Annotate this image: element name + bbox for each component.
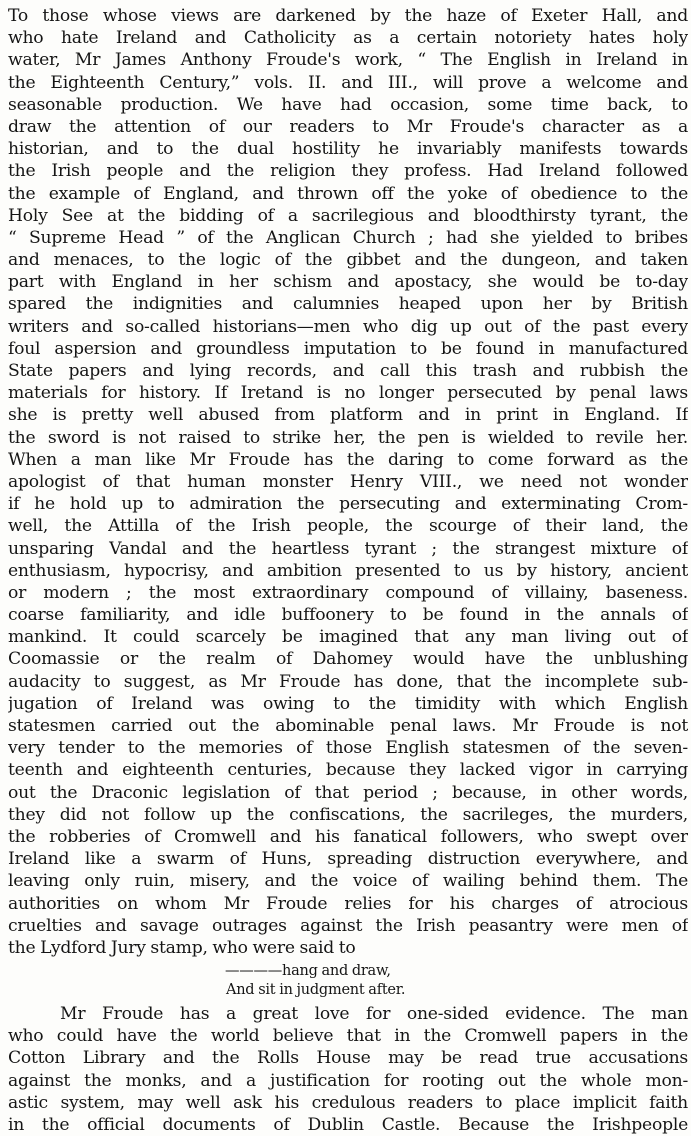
text-line: foul aspersion and groundless imputation to be found in manufactured bbox=[8, 338, 688, 359]
text-line: against the monks, and a justification for rooting out the whole mon- bbox=[8, 1070, 688, 1091]
text-line: Ireland like a swarm of Huns, spreading distruction everywhere, and bbox=[8, 849, 688, 870]
text-line: Mr Froude has a great love for one-sided evidence. The man bbox=[60, 1004, 688, 1025]
text-line: the Lydford Jury stamp, who were said to bbox=[8, 937, 356, 958]
text-line: draw the attention of our readers to Mr Froude's character as a bbox=[8, 116, 688, 137]
text-line: the Eighteenth Century,” vols. II. and III., will prove a welcome and bbox=[8, 72, 688, 93]
text-line: in the official documents of Dublin Castle. Because the Irishpeople bbox=[8, 1115, 688, 1135]
text-line: they did not follow up the confiscations, the sacrileges, the murders, bbox=[8, 804, 688, 825]
text-line: statesmen carried out the abominable penal laws. Mr Froude is not bbox=[8, 716, 688, 736]
text-line: who could have the world believe that in the Cromwell papers in the bbox=[8, 1026, 688, 1047]
text-line: audacity to suggest, as Mr Froude has done, that the incomplete sub- bbox=[8, 671, 688, 692]
text-line: When a man like Mr Froude has the daring to come forward as the bbox=[8, 449, 688, 470]
text-line: astic system, may well ask his credulous readers to place implicit faith bbox=[8, 1092, 688, 1113]
text-line: writers and so-called historians—men who dig up out of the past every bbox=[8, 316, 688, 337]
text-line: very tender to the memories of those English statesmen of the seven- bbox=[8, 738, 688, 759]
text-line: Cotton Library and the Rolls House may be read true accusations bbox=[8, 1048, 688, 1069]
text-line: who hate Ireland and Catholicity as a certain notoriety hates holy bbox=[8, 28, 688, 49]
text-line: out the Draconic legislation of that period ; because, in other words, bbox=[8, 782, 688, 803]
text-line: spared the indignities and calumnies heaped upon her by British bbox=[8, 294, 688, 315]
text-line: Coomassie or the realm of Dahomey would have the unblushing bbox=[8, 649, 688, 670]
text-line: or modern ; the most extraordinary compound of villainy, baseness. bbox=[8, 582, 688, 603]
text-line: enthusiasm, hypocrisy, and ambition presented to us by history, ancient bbox=[8, 560, 688, 581]
text-line: Holy See at the bidding of a sacrilegious and bloodthirsty tyrant, the bbox=[8, 205, 688, 226]
text-line: authorities on whom Mr Froude relies for his charges of atrocious bbox=[8, 893, 688, 914]
text-line: if he hold up to admiration the persecuting and exterminating Crom- bbox=[8, 494, 688, 515]
text-line: well, the Attilla of the Irish people, the scourge of their land, the bbox=[8, 516, 688, 537]
text-line: historian, and to the dual hostility he invariably manifests towards bbox=[8, 139, 688, 160]
newspaper-column bbox=[8, 5, 688, 1136]
text-line: the robberies of Cromwell and his fanatical followers, who swept over bbox=[8, 826, 688, 847]
text-line: leaving only ruin, misery, and the voice of wailing behind them. The bbox=[8, 871, 688, 892]
text-line: unsparing Vandal and the heartless tyrant ; the strangest mixture of bbox=[8, 538, 688, 559]
text-line: “ Supreme Head ” of the Anglican Church ; had she yielded to bribes bbox=[8, 227, 688, 248]
text-line: mankind. It could scarcely be imagined that any man living out of bbox=[8, 627, 688, 648]
text-line: materials for history. If Iretand is no longer persecuted by penal laws bbox=[8, 383, 688, 404]
verse-quotation bbox=[8, 962, 688, 1000]
text-line: seasonable production. We have had occasion, some time back, to bbox=[8, 94, 688, 115]
quote-line: And sit in judgment after. bbox=[226, 982, 406, 999]
text-line: part with England in her schism and apostacy, she would be to-day bbox=[8, 272, 688, 293]
paragraph-1 bbox=[8, 5, 688, 959]
text-line: the example of England, and thrown off the yoke of obedience to the bbox=[8, 183, 688, 204]
text-line: the Irish people and the religion they profess. Had Ireland followed bbox=[8, 161, 688, 182]
text-line: cruelties and savage outrages against the Irish peasantry were men of bbox=[8, 915, 688, 936]
text-line: coarse familiarity, and idle buffoonery to be found in the annals of bbox=[8, 605, 688, 626]
text-line: and menaces, to the logic of the gibbet and the dungeon, and taken bbox=[8, 250, 688, 271]
text-line: jugation of Ireland was owing to the timidity with which English bbox=[8, 693, 688, 714]
quote-line: ————hang and draw, bbox=[225, 963, 391, 980]
paragraph-2 bbox=[8, 1003, 688, 1136]
text-line: the sword is not raised to strike her, the pen is wielded to revile her. bbox=[8, 427, 688, 448]
text-line: water, Mr James Anthony Froude's work, “ The English in Ireland in bbox=[8, 50, 688, 71]
text-line: apologist of that human monster Henry VIII., we need not wonder bbox=[8, 471, 688, 492]
text-line: State papers and lying records, and call this trash and rubbish the bbox=[8, 361, 688, 381]
text-line: To those whose views are darkened by the haze of Exeter Hall, and bbox=[8, 6, 688, 26]
text-line: she is pretty well abused from platform and in print in England. If bbox=[8, 405, 688, 426]
text-line: teenth and eighteenth centuries, because they lacked vigor in carrying bbox=[8, 760, 688, 781]
